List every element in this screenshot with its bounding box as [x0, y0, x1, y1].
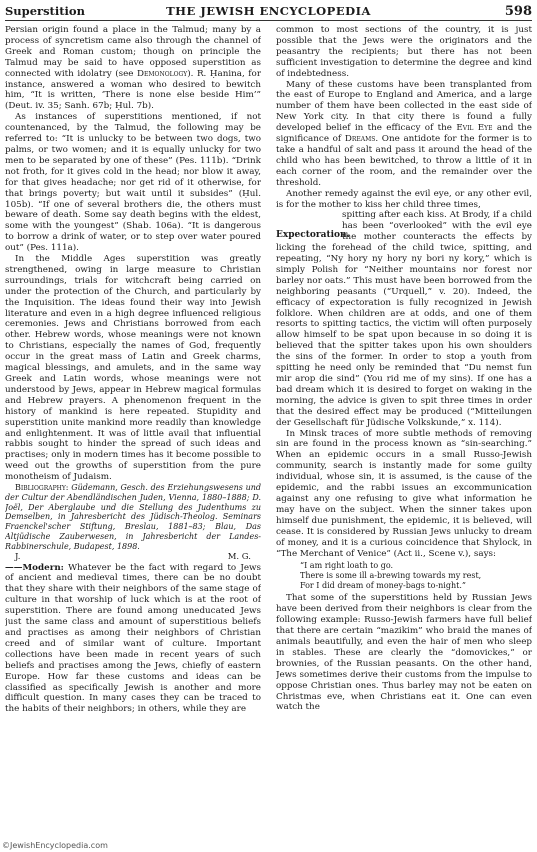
author-signature	[5, 552, 261, 563]
copyright-footer: ©JewishEncyclopedia.com	[2, 841, 108, 850]
verse-line: There is some ill a-brewing towards my rest,	[300, 571, 482, 581]
paragraph: common to most sections of the country, it is just possible that the Jews were the originators and the peasantry the recipients; but there has not been sufficient investigation to determine the degree and kind of indebtedness.	[276, 25, 532, 79]
running-head-center: THE JEWISH ENCYCLOPEDIA	[166, 4, 371, 18]
header-rule	[5, 20, 532, 21]
paragraph: That some of the superstitions held by Russian Jews have been derived from their neighbors is clear from the following example: Russo-Jewish farmers have full belief that there are certain “mazikim” who braid the manes of animals beautifully, and even the hair of men who sleep in stables. These are clearly the “domovickes,” or brownies, of the Russian peasants. On the other hand, Jews sometimes derive their customs from the impulse to oppose Christian ones. Thus barley may not be eaten on Christmas eve, when Christians eat it. One can even watch the	[276, 593, 532, 713]
cross-reference-link[interactable]: Evil Eye	[456, 123, 493, 134]
paragraph: spitting after each kiss. At Brody, if a child has been “overlooked” with the evil eye the mother counteracts the effects by licking the forehead of the child twice, spitting, and repeating, “Ny hory ny hory ny bori ny kory,” which is simply Polish for “Neither mountains nor forest nor barley nor oats.” This must have been borrowed from the neighboring peasants (“Urquell,” v. 20). Indeed, the efficacy of expectoration is fully recognized in Jewish folklore. When children are at odds, and one of them resorts to spitting tactics, the victim will often purposely allow himself to be spat upon because in so doing it is believed that the spitter takes upon his own shoulders the sins of the former. In order to stop a youth from spitting he need only be reminded that “Du nemst fun mir arop die sind” (You rid me of my sins). If one has a bad dream which it is desired to forget on waking in the morning, the advice is given to spit three times in order that the desired effect may be produced (“Mitteilungen der Gesellschaft für Jüdische Volkskunde,” x. 114).	[276, 210, 532, 428]
paragraph: Many of these customs have been transplanted from the east of Europe to England and America, and a large number of them have been collected in the east side of New York city. In that city there is found a fully developed belief in the efficacy of the Evil Eye and the significance of Dreams. One antidote for the former is to take a handful of salt and pass it around the head of the child who has been bewitched, to throw a little of it in each corner of the room, and the remainder over the threshold.	[276, 79, 532, 188]
section-heading-modern: ——Modern:	[5, 562, 64, 573]
paragraph: ——Modern: Whatever be the fact with regard to Jews of ancient and medieval times, there can be no doubt that they share with their neighbors of the same stage of culture in that worship of luck which is at the root of superstition. There are found among uneducated Jews just the same class and amount of superstitious beliefs and practises as among their neighbors of Christian creed and of similar want of culture. Important collections have been made in recent years of such beliefs and practises among the Jews, chiefly of eastern Europe. How far these customs and ideas can be classified as specifically Jewish is another and more difficult question. In many cases they can be traced to the habits of their neighbors; in others, while they are	[5, 562, 261, 715]
left-column	[5, 25, 261, 840]
verse-line: “I am right loath to go.	[300, 561, 394, 571]
paragraph: Another remedy against the evil eye, or any other evil, is for the mother to kiss her child three times,	[276, 188, 532, 210]
bibliography-label: Bibliography:	[15, 483, 69, 493]
verse-quote	[276, 561, 532, 591]
paragraph: In the Middle Ages superstition was greatly strengthened, owing in large measure to Christian surroundings, trials for witchcraft being carried on under the protection of the Church, and particularly by the Inquisition. The ideas found their way into Jewish literature and even in a high degree influenced religious ceremonies. Jews and Christians borrowed from each other. Hebrew words, whose meanings were not known to Christians, especially the names of God, frequently occur in the great mass of Latin and Greek charms, magical blessings, and amulets, and in the same way Greek and Latin words, whose meanings were not understood by Jews, appear in Hebrew magical formulas and Hebrew prayers. A phenomenon frequent in the history of mankind is here repeated. Stupidity and superstition unite mankind more readily than knowledge and enlightenment. It was of little avail that influential rabbis sought to hinder the spread of such ideas and practises; only in modern times has it become possible to weed out the growths of superstition from the pure monotheism of Judaism.	[5, 254, 261, 483]
cross-reference-link[interactable]: Dreams	[344, 134, 376, 145]
paragraph: As instances of superstitions mentioned, if not countenanced, by the Talmud, the following may be referred to: “It is unlucky to be between two dogs, two palms, or two women; and it is equally unlucky for two men to be separated by one of these” (Pes. 111b). “Drink not froth, for it gives cold in the head; nor blow it away, for that gives headache; nor get rid of it otherwise, for that brings poverty; but wait until it subsides” (Ḥul. 105b). “If one of several brothers die, the others must beware of death. Some say death begins with the eldest, some with the youngest” (Shab. 106a). “It is dangerous to borrow a drink of water, or to step over water poured out” (Pes. 111a).	[5, 112, 261, 254]
page-header	[5, 4, 532, 20]
verse-line: For I did dream of money-bags to-night.”	[300, 581, 466, 591]
cross-reference-link[interactable]: Demonology	[137, 68, 188, 79]
right-column	[276, 25, 532, 840]
page-number: 598	[504, 4, 532, 19]
bibliography-text: Güdemann, Gesch. des Erziehungswesens und der Cultur der Abendländischen Juden, Vienna, 1880–1888; D. Joël, Der Aberglaube und die Stellung des Judenthums zu Demselben, in Jahresbericht des Jüdisch-Theolog. Seminars Fraenckel'scher Stiftung, Breslau, 1881–83; Blau, Das Altjüdische Zauberwesen, in Jahresbericht der Landes-Rabbinerschule, Budapest, 1898.	[5, 483, 261, 551]
running-head-left: Superstition	[5, 4, 85, 18]
bibliography	[5, 483, 261, 552]
signature-right: M. G.	[227, 551, 251, 562]
paragraph: In Minsk traces of more subtle methods of removing sin are found in the process known as “sin-searching.” When an epidemic occurs in a small Russo-Jewish community, search is instantly made for some guilty individual, whose sin, it is assumed, is the cause of the epidemic, and the rabbi issues an excommunication against any one refusing to give what information he may have on the subject. When the sinner takes upon himself due punishment, the epidemic, it is believed, will cease. It is considered by Russian Jews unlucky to dream of money, and it is a curious coincidence that Shylock, in “The Merchant of Venice” (Act ii., Scene v.), says:	[276, 428, 532, 559]
signature-left: J.	[15, 551, 21, 562]
side-heading: Expectoration.	[276, 230, 350, 241]
paragraph: Persian origin found a place in the Talmud; many by a process of syncretism came also through the channel of Greek and Roman custom; though on principle the Talmud may be said to have opposed superstition as connected with idolatry (see Demonology). R. Ḥanina, for instance, answered a woman who desired to bewitch him, “It is written, ‘There is none else beside Him’” (Deut. iv. 35; Sanh. 67b; Ḥul. 7b).	[5, 25, 261, 112]
